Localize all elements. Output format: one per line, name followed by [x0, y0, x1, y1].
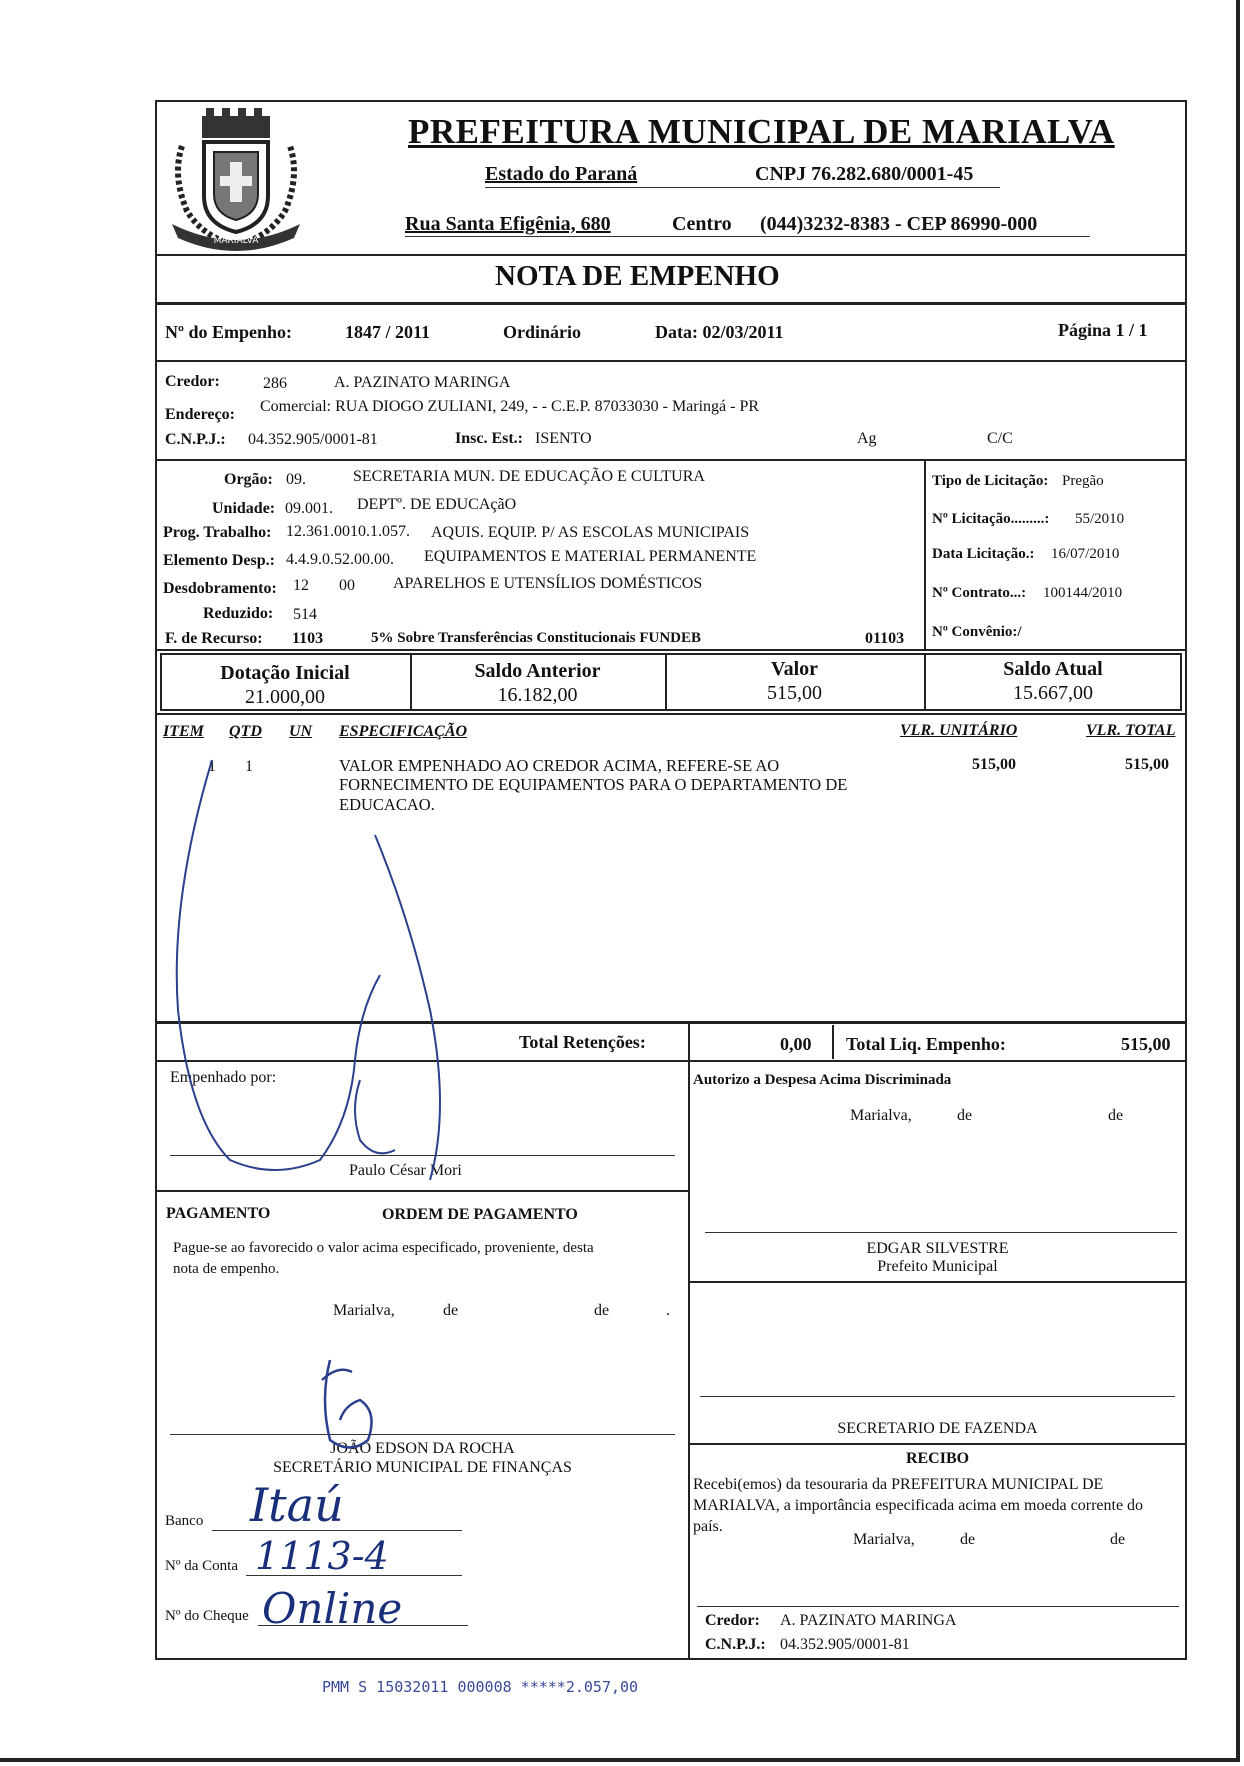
pag-date-city: Marialva,: [333, 1302, 395, 1319]
item-total-value: 515,00: [1125, 756, 1169, 773]
header-state: Estado do Paraná: [485, 163, 638, 185]
elem: 4.4.9.0.52.00.00.: [286, 551, 394, 568]
pague-line-1: Pague-se ao favorecido o valor acima especificado, proveniente, desta: [173, 1240, 594, 1256]
orgao: 09.: [286, 471, 306, 488]
doc-title: NOTA DE EMPENHO: [495, 260, 780, 292]
autorizo-label: Autorizo a Despesa Acima Discriminada: [693, 1072, 952, 1088]
licitacao-num: 55/2010: [1075, 511, 1125, 527]
header-address: Rua Santa Efigênia, 680: [405, 213, 611, 235]
ag-label: Ag: [857, 430, 877, 447]
recibo-credor-name: A. PAZINATO MARINGA: [780, 1612, 957, 1629]
empenhado-por-label: Empenhado por:: [170, 1069, 277, 1086]
recurso-code: 01103: [865, 630, 905, 647]
unidade: 09.001.: [285, 500, 333, 517]
recurso-label: F. de Recurso:: [165, 630, 263, 647]
item-spec-line-1: VALOR EMPENHADO AO CREDOR ACIMA, REFERE-SE AO: [339, 756, 780, 775]
item-unit-value: 515,00: [972, 756, 1016, 773]
credor-code: 286: [263, 375, 287, 392]
dotacao-value: 21.000,00: [245, 686, 325, 708]
saldo-atual-value: 15.667,00: [1013, 682, 1093, 704]
empenho-page: Página 1 / 1: [1058, 320, 1148, 340]
reduzido-label: Reduzido:: [203, 605, 274, 622]
convenio-label: Nº Convênio:/: [932, 624, 1022, 640]
desd-sub: 00: [339, 577, 355, 594]
item-number: 1: [208, 758, 216, 775]
fazenda-title: SECRETARIO DE FAZENDA: [837, 1420, 1038, 1437]
licitacao-num-label: Nº Licitação.........:: [932, 511, 1050, 527]
pagamento-label: PAGAMENTO: [166, 1205, 271, 1222]
credor-name: A. PAZINATO MARINGA: [334, 374, 511, 391]
item-qtd: 1: [245, 758, 253, 775]
licitacao-data: 16/07/2010: [1051, 546, 1120, 562]
item-spec-line-2: FORNECIMENTO DE EQUIPAMENTOS PARA O DEPARTAMENTO DE: [339, 775, 848, 794]
unidade-desc: DEPTº. DE EDUCAçãO: [357, 496, 517, 513]
recurso: 1103: [292, 630, 324, 647]
cheque-label: Nº do Cheque: [165, 1608, 249, 1624]
desd-label: Desdobramento:: [163, 580, 277, 597]
recibo-cnpj-label: C.N.P.J.:: [705, 1636, 766, 1653]
empenho-type: Ordinário: [503, 322, 582, 342]
endereco: Comercial: RUA DIOGO ZULIANI, 249, - - C.E.P. 87033030 - Maringá - PR: [260, 398, 760, 415]
empenho-number-label: Nº do Empenho:: [165, 322, 292, 342]
header-district: Centro: [672, 213, 732, 235]
header-cnpj: CNPJ 76.282.680/0001-45: [755, 163, 974, 185]
svg-text:MARIALVA: MARIALVA: [213, 236, 259, 246]
prefeito-name: EDGAR SILVESTRE: [866, 1240, 1009, 1257]
credor-cnpj-label: C.N.P.J.:: [165, 431, 226, 448]
col-header-un: UN: [289, 723, 313, 740]
valor-label: Valor: [770, 658, 819, 680]
pag-date-de-2: de: [594, 1302, 610, 1319]
saldo-atual-label: Saldo Atual: [1003, 658, 1103, 680]
pag-date-de-1: de: [443, 1302, 459, 1319]
conta-label: Nº da Conta: [165, 1558, 238, 1574]
elem-label: Elemento Desp.:: [163, 552, 275, 569]
unidade-label: Unidade:: [212, 500, 276, 517]
orgao-label: Orgão:: [224, 471, 273, 488]
autorizo-date-city: Marialva,: [850, 1107, 912, 1124]
col-header-item: ITEM: [163, 723, 204, 740]
prog: 12.361.0010.1.057.: [286, 523, 410, 540]
recibo-line-2: MARIALVA, a importância especificada acima em moeda corrente do: [693, 1497, 1144, 1514]
endereco-label: Endereço:: [165, 406, 235, 423]
autorizo-date-de-1: de: [957, 1107, 973, 1124]
cheque-handwriting: Online: [262, 1584, 403, 1633]
cc-label: C/C: [987, 430, 1013, 447]
recibo-date-city: Marialva,: [853, 1531, 915, 1548]
valor-value: 515,00: [767, 682, 822, 704]
recibo-credor-label: Credor:: [705, 1612, 760, 1629]
autorizo-date-de-2: de: [1108, 1107, 1124, 1124]
empenhado-name: Paulo César Mori: [349, 1162, 462, 1179]
liq-empenho-value: 515,00: [1121, 1034, 1171, 1054]
reduzido: 514: [293, 606, 317, 623]
licitacao-data-label: Data Licitação.:: [932, 546, 1035, 562]
recibo-label: RECIBO: [905, 1450, 970, 1467]
credor-label: Credor:: [165, 373, 220, 390]
header-phone-cep: (044)3232-8383 - CEP 86990-000: [760, 213, 1038, 235]
saldo-anterior-value: 16.182,00: [497, 684, 578, 706]
licitacao-tipo-label: Tipo de Licitação:: [932, 473, 1049, 489]
contrato: 100144/2010: [1043, 585, 1123, 601]
liq-empenho-label: Total Liq. Empenho:: [846, 1034, 1006, 1054]
recibo-line-1: Recebi(emos) da tesouraria da PREFEITURA MUNICIPAL DE: [693, 1476, 1104, 1493]
desd: 12: [293, 577, 309, 594]
recibo-date-de-2: de: [1110, 1531, 1126, 1548]
empenho-number: 1847 / 2011: [345, 322, 431, 342]
conta-handwriting: 1113-4: [255, 1534, 389, 1578]
credor-cnpj: 04.352.905/0001-81: [248, 431, 378, 448]
col-header-total: VLR. TOTAL: [1086, 722, 1176, 739]
col-header-qtd: QTD: [229, 723, 262, 740]
pague-line-2: nota de empenho.: [173, 1261, 280, 1277]
elem-desc: EQUIPAMENTOS E MATERIAL PERMANENTE: [424, 548, 757, 565]
insc: ISENTO: [535, 430, 592, 447]
dotacao-label: Dotação Inicial: [220, 662, 350, 684]
prog-desc: AQUIS. EQUIP. P/ AS ESCOLAS MUNICIPAIS: [431, 524, 750, 541]
financas-name: JOÃO EDSON DA ROCHA: [330, 1440, 515, 1457]
banco-label: Banco: [165, 1513, 204, 1529]
licitacao-tipo: Pregão: [1062, 473, 1104, 489]
recibo-cnpj: 04.352.905/0001-81: [780, 1636, 910, 1653]
banco-handwriting: Itaú: [250, 1478, 344, 1532]
col-header-unit: VLR. UNITÁRIO: [900, 722, 1018, 739]
retencoes-value: 0,00: [780, 1034, 812, 1054]
ordem-pagamento-label: ORDEM DE PAGAMENTO: [382, 1206, 578, 1223]
recibo-line-3: país.: [693, 1518, 723, 1535]
footer-stamp: PMM S 15032011 000008 *****2.057,00: [322, 1678, 639, 1696]
empenho-date: Data: 02/03/2011: [655, 322, 784, 342]
retencoes-label: Total Retenções:: [519, 1032, 646, 1052]
insc-label: Insc. Est.:: [455, 430, 524, 447]
recurso-desc: 5% Sobre Transferências Constitucionais FUNDEB: [371, 630, 702, 646]
col-header-spec: ESPECIFICAÇÃO: [339, 723, 468, 740]
prog-label: Prog. Trabalho:: [163, 524, 272, 541]
pag-date-dot: .: [666, 1302, 670, 1319]
desd-desc: APARELHOS E UTENSÍLIOS DOMÉSTICOS: [393, 575, 703, 592]
contrato-label: Nº Contrato...:: [932, 585, 1027, 601]
financas-title: SECRETÁRIO MUNICIPAL DE FINANÇAS: [273, 1459, 572, 1476]
header-title: PREFEITURA MUNICIPAL DE MARIALVA: [408, 112, 1115, 151]
orgao-desc: SECRETARIA MUN. DE EDUCAÇÃO E CULTURA: [353, 468, 705, 485]
item-spec-line-3: EDUCACAO.: [339, 795, 435, 814]
recibo-date-de-1: de: [960, 1531, 976, 1548]
saldo-anterior-label: Saldo Anterior: [474, 660, 601, 682]
prefeito-title: Prefeito Municipal: [877, 1258, 998, 1275]
